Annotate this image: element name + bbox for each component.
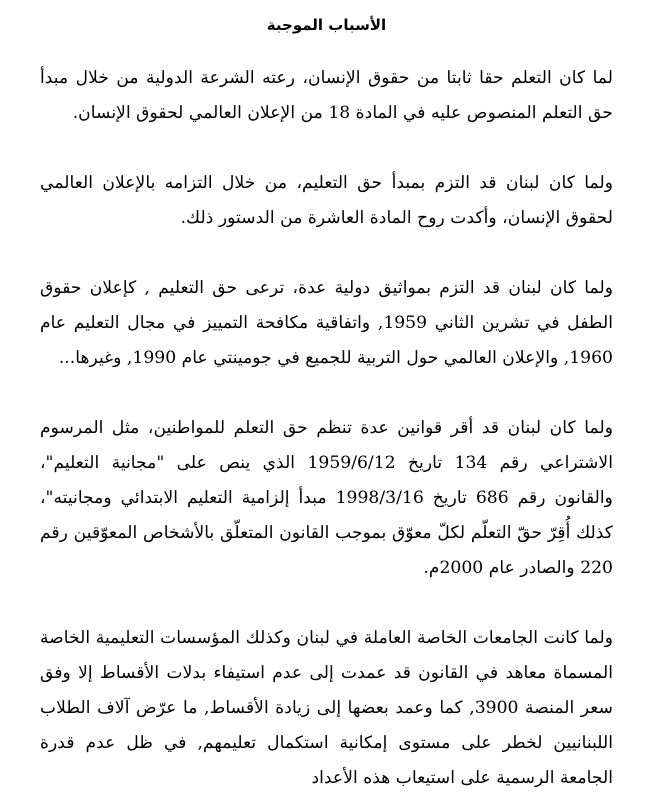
paragraph-lebanon-commitment: ولما كان لبنان قد التزم بمبدأ حق التعليم، من خلال التزامه بالإعلان العالمي لحقوق الإنسان، وأكدت روح المادة العاشرة من الدستور ذلك. (40, 173, 613, 228)
paragraph-right-to-learn: لما كان التعلم حقا ثابتا من حقوق الإنسان، رعته الشرعة الدولية من خلال مبدأ حق التعلم المنصوص عليه في المادة 18 من الإعلان العالمي لحقوق الإنسان. (40, 68, 613, 123)
paragraph-private-universities: ولما كانت الجامعات الخاصة العاملة في لبنان وكذلك المؤسسات التعليمية الخاصة المسماة معاهد في القانون قد عمدت إلى عدم استيفاء بدلات الأقساط إلا وفق سعر المنصة 3900, كما وعمد بعضها إلى زيادة الأقساط, ما عرّض آلاف الطلاب اللبنانيين لخطر على مستوى إمكانية استكمال تعليمهم, في ظل عدم قدرة الجامعة الرسمية على استيعاب هذه الأعداد (40, 628, 613, 788)
paragraph-international-charters: ولما كان لبنان قد التزم بمواثيق دولية عدة، ترعى حق التعليم , كإعلان حقوق الطفل في تشرين الثاني 1959, واتفاقية مكافحة التمييز في مجال التعليم عام 1960, والإعلان العالمي حول التربية للجميع في جومينتي عام 1990, وغيرها... (40, 278, 613, 368)
paragraph-national-laws: ولما كان لبنان قد أقر قوانين عدة تنظم حق التعلم للمواطنين، مثل المرسوم الاشتراعي رقم 134 تاريخ 1959/6/12 الذي ينص على "مجانية التعليم"، والقانون رقم 686 تاريخ 1998/3/16 مبدأ إلزامية التعليم الابتدائي ومجانيته"، كذلك أُقِرّ حقّ التعلّم لكلّ معوّق بموجب القانون المتعلّق بالأشخاص المعوّقين رقم 220 والصادر عام 2000م. (40, 418, 613, 578)
document-title: الأسباب الموجبة (266, 16, 387, 34)
